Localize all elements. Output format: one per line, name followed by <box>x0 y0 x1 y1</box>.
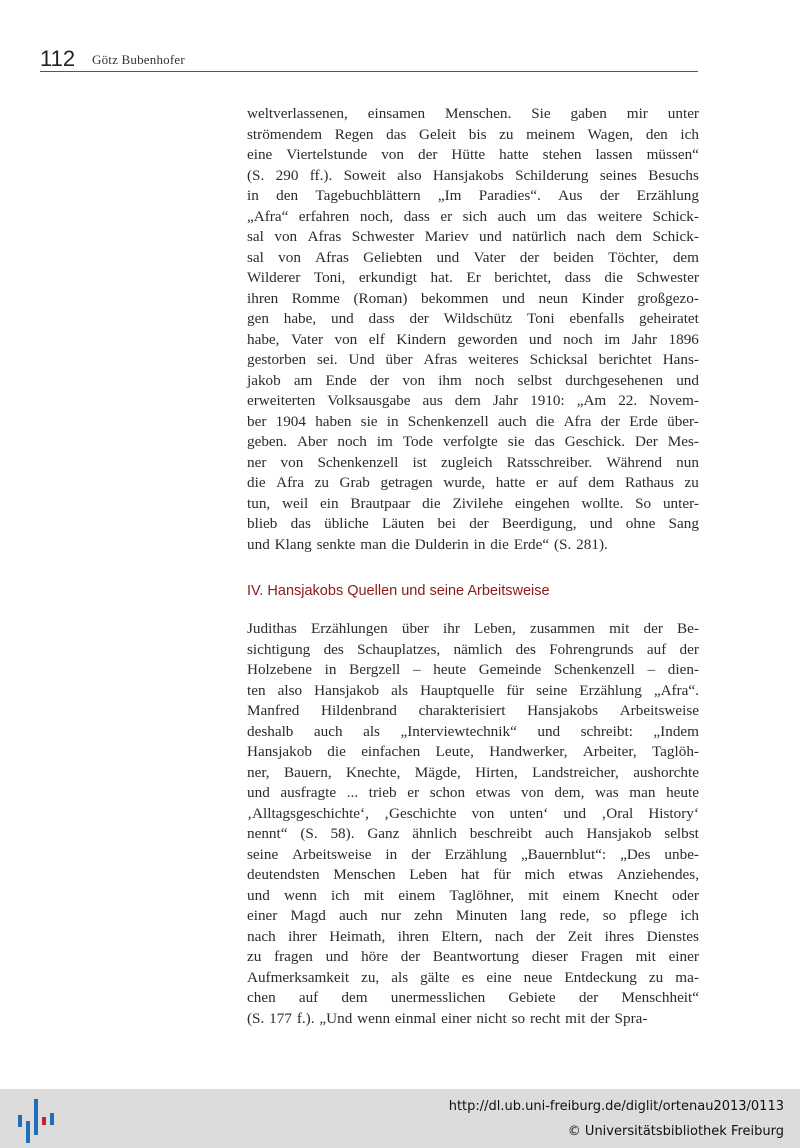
text-line: Hansjakob die einfachen Leute, Handwerker, Arbeiter, Taglöh- <box>247 743 699 760</box>
text-line: und wenn ich mit einem Taglöhner, mit einem Knecht oder <box>247 886 699 904</box>
text-line: sal von Afras Geliebten und Vater der beiden Töchter, dem <box>247 248 699 266</box>
text-line: geben. Aber noch im Tode verfolgte sie das Geschick. Der Mes- <box>247 433 699 450</box>
text-line: gen habe, und dass der Wildschütz Toni ebenfalls geheiratet <box>247 310 699 327</box>
text-line: sal von Afras Schwester Mariev und natürlich nach dem Schick- <box>247 228 699 245</box>
page-number: 112 <box>40 46 76 71</box>
text-line: zu fragen und höre der Beantwortung dieser Fragen mit einer <box>247 948 699 965</box>
text-line: (S. 290 ff.). Soweit also Hansjakobs Schilderung seines Besuchs <box>247 166 699 184</box>
running-head: Götz Bubenhofer <box>92 52 185 67</box>
page-header <box>40 44 698 72</box>
text-line: tun, weil ein Brautpaar die Zivilehe eingehen wollte. So unter- <box>247 494 699 512</box>
text-line: und ausfragte ... trieb er schon etwas von dem, was man heute <box>247 784 699 801</box>
text-line: und Klang senkte man die Dulderin in die Erde“ (S. 281). <box>247 535 608 553</box>
text-line: chen auf dem unermesslichen Gebiete der Menschheit“ <box>247 989 699 1006</box>
ub-freiburg-logo-icon <box>16 1095 56 1143</box>
text-line: ‚Alltagsgeschichte‘, ‚Geschichte von unten‘ und ‚Oral History‘ <box>247 804 699 822</box>
text-line: deshalb auch als „Interviewtechnik“ und schreibt: „Indem <box>247 722 699 740</box>
text-line: Holzebene in Bergzell – heute Gemeinde Schenkenzell – dien- <box>247 661 699 678</box>
text-line: eine Viertelstunde von der Hütte hatte stehen lassen müssen“ <box>247 146 699 163</box>
text-line: erweiterten Volksausgabe aus dem Jahr 1910: „Am 22. Novem- <box>247 392 699 409</box>
text-line: die Afra zu Grab getragen wurde, hatte er auf dem Rathaus zu <box>247 474 699 491</box>
text-line: weltverlassenen, einsamen Menschen. Sie gaben mir unter <box>247 105 699 122</box>
text-line: ner, Bauern, Knechte, Mägde, Hirten, Landstreicher, aushorchte <box>247 763 699 781</box>
text-line: ber 1904 haben sie in Schenkenzell auch die Afra der Erde über- <box>247 412 699 430</box>
text-line: in den Tagebuchblättern „Im Paradies“. Aus der Erzählung <box>247 187 699 204</box>
source-url-link[interactable]: http://dl.ub.uni-freiburg.de/diglit/ortenau2013/0113 <box>448 1099 784 1114</box>
text-line: Aufmerksamkeit zu, als gälte es eine neue Entdeckung zu ma- <box>247 968 699 986</box>
text-line: „Afra“ erfahren noch, dass er sich auch um das weitere Schick- <box>247 207 699 225</box>
text-line: ner von Schenkenzell ist zugleich Ratsschreiber. Während nun <box>247 453 699 471</box>
text-line: sichtigung des Schauplatzes, nämlich des Fohrengrunds auf der <box>247 640 699 658</box>
text-line: Wilderer Toni, erkundigt hat. Er berichtet, dass die Schwester <box>247 269 699 286</box>
copyright-notice: © Universitätsbibliothek Freiburg <box>567 1124 784 1139</box>
text-line: ihren Romme (Roman) bekommen und neun Kinder großgezo- <box>247 289 699 307</box>
page-body <box>247 104 699 1029</box>
section-heading: IV. Hansjakobs Quellen und seine Arbeitsweise <box>247 583 550 599</box>
paragraph-2 <box>247 619 699 1029</box>
text-line: habe, Vater von elf Kindern geworden und noch im Jahr 1896 <box>247 330 699 348</box>
text-line: jakob am Ende der von ihm noch selbst durchgesehenen und <box>247 371 699 389</box>
text-line: (S. 177 f.). „Und wenn einmal einer nicht so recht mit der Spra- <box>247 1009 648 1027</box>
text-line: nennt“ (S. 58). Ganz ähnlich beschreibt auch Hansjakob selbst <box>247 825 699 842</box>
footer-bar <box>0 1089 800 1148</box>
text-line: einer Magd auch nur zehn Minuten lang rede, so pflege ich <box>247 907 699 924</box>
paragraph-1 <box>247 104 699 555</box>
text-line: ten also Hansjakob als Hauptquelle für seine Erzählung „Afra“. <box>247 681 699 699</box>
text-line: strömendem Regen das Geleit bis zu meinem Wagen, den ich <box>247 125 699 143</box>
text-line: gestorben sei. Und über Afras weiteres Schicksal berichtet Hans- <box>247 351 699 368</box>
text-line: Manfred Hildenbrand charakterisiert Hansjakobs Arbeitsweise <box>247 702 699 719</box>
text-line: blieb das übliche Läuten bei der Beerdigung, und ohne Sang <box>247 515 699 532</box>
text-line: seine Arbeitsweise in der Erzählung „Bauernblut“: „Des unbe- <box>247 845 699 863</box>
text-line: nach ihrer Heimath, ihren Eltern, nach der Zeit ihres Dienstes <box>247 927 699 945</box>
text-line: deutendsten Menschen Leben hat für mich etwas Anziehendes, <box>247 866 699 883</box>
text-line: Judithas Erzählungen über ihr Leben, zusammen mit der Be- <box>247 620 699 637</box>
